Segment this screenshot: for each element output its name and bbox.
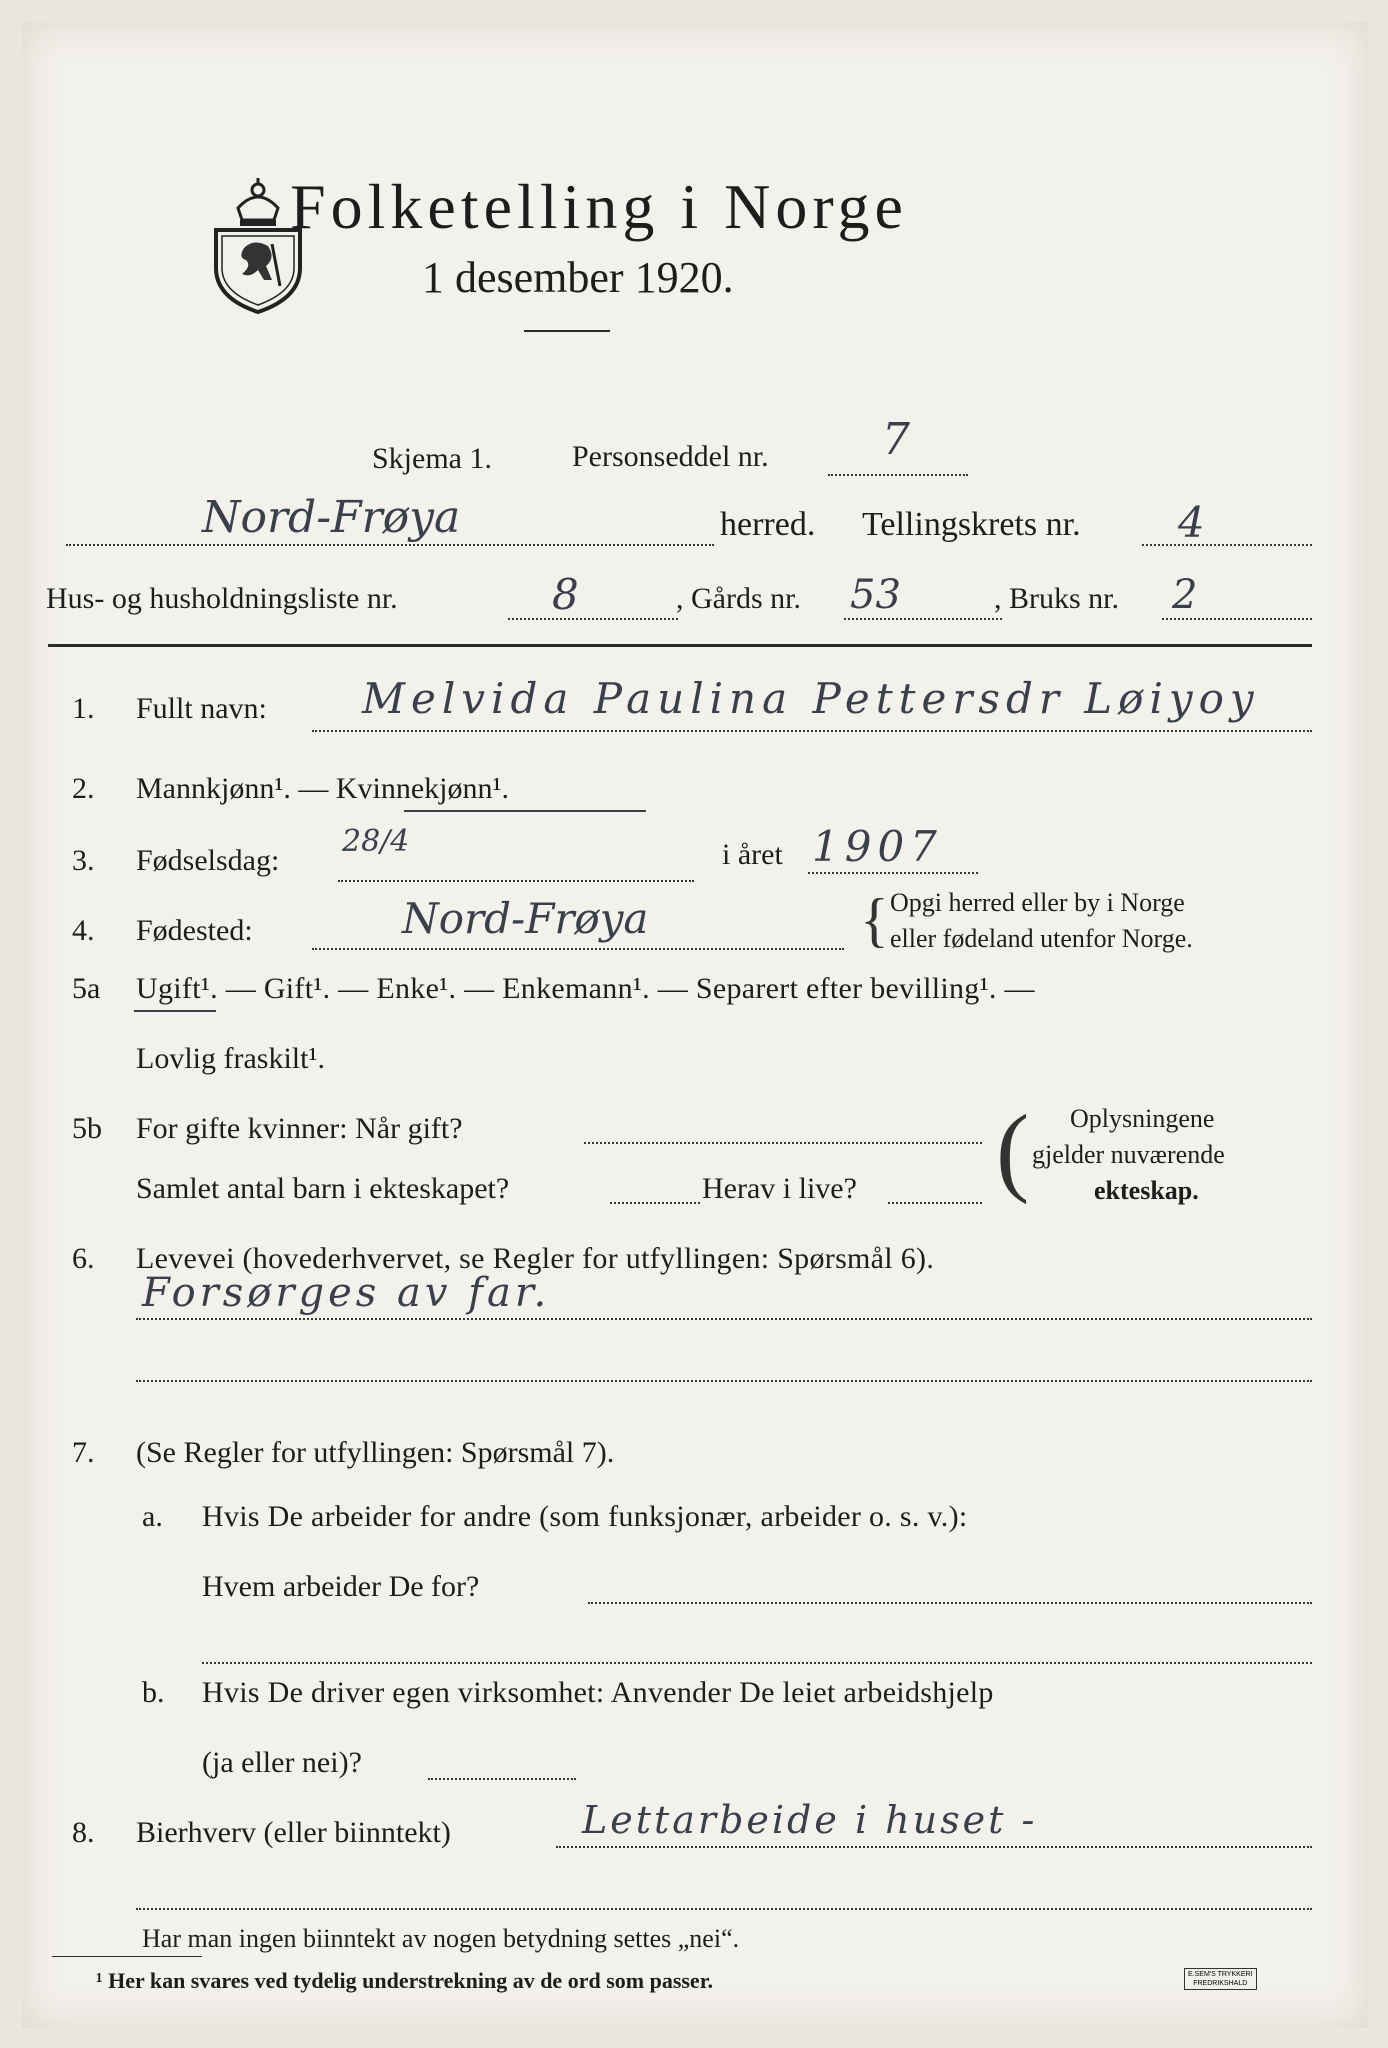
birthplace-value[interactable]: Nord-Frøya — [402, 894, 649, 943]
footer-note: Har man ingen biinntekt av nogen betydning settes „nei“. — [142, 1924, 740, 1953]
q5b-number: 5b — [72, 1112, 102, 1145]
schema-label: Skjema 1. — [372, 442, 492, 475]
q7b-line2: (ja eller nei)? — [202, 1746, 362, 1779]
personseddel-label: Personseddel nr. — [572, 440, 769, 473]
q8-line2 — [136, 1908, 1312, 1910]
gards-label: , Gårds nr. — [676, 582, 801, 615]
q3-year-line — [808, 872, 978, 874]
q4-note-line1: Opgi herred eller by i Norge — [890, 888, 1185, 917]
header-separator — [48, 644, 1312, 647]
q4-number: 4. — [72, 914, 95, 947]
q7a-line2: Hvem arbeider De for? — [202, 1570, 480, 1603]
q7b-letter: b. — [142, 1676, 165, 1709]
q5b-note-line3: ekteskap. — [1094, 1176, 1199, 1205]
q5b-children-line — [610, 1202, 700, 1204]
hus-value[interactable]: 8 — [552, 570, 579, 619]
q5b-note-line1: Oplysningene — [1070, 1104, 1215, 1133]
q1-label: Fullt navn: — [136, 692, 267, 725]
q4-label: Fødested: — [136, 914, 253, 947]
birth-year-value[interactable]: 1907 — [812, 822, 943, 871]
q7-number: 7. — [72, 1436, 95, 1469]
q5b-alive-label: Herav i live? — [702, 1172, 857, 1205]
form-title: Folketelling i Norge — [290, 171, 908, 242]
q7-label: (Se Regler for utfyllingen: Spørsmål 7). — [136, 1436, 615, 1469]
side-occupation-value[interactable]: Lettarbeide i huset - — [582, 1798, 1038, 1842]
q8-line1 — [556, 1846, 1312, 1848]
herred-value[interactable]: Nord-Frøya — [202, 492, 461, 543]
bruks-label: , Bruks nr. — [994, 582, 1120, 615]
census-date: 1 desember 1920. — [422, 253, 734, 302]
q1-line — [312, 730, 1312, 732]
q3-number: 3. — [72, 844, 95, 877]
gards-value[interactable]: 53 — [850, 572, 901, 618]
q2-number: 2. — [72, 772, 95, 805]
q7a-letter: a. — [142, 1500, 163, 1533]
q6-label: Levevei (hovederhvervet, se Regler for utfyllingen: Spørsmål 6). — [136, 1242, 935, 1275]
q5b-children-label: Samlet antal barn i ekteskapet? — [136, 1172, 510, 1205]
census-form — [22, 22, 1368, 2028]
ugift-underline — [134, 1010, 216, 1012]
gards-line — [844, 618, 1002, 620]
q5a-line2: Lovlig fraskilt¹. — [136, 1042, 325, 1075]
q7b-line-answer — [428, 1778, 576, 1780]
printer-stamp-line1: E.SEM'S TRYKKERI — [1188, 1971, 1253, 1978]
q5b-note-line2: gjelder nuværende — [1032, 1140, 1225, 1169]
kvinnekjonn-underline — [404, 810, 646, 812]
occupation-value[interactable]: Forsørges av far. — [142, 1270, 551, 1316]
tellingskrets-line — [1142, 544, 1312, 546]
q3-year-label: i året — [722, 838, 783, 871]
printer-stamp-line2: FREDRIKSHALD — [1193, 1980, 1248, 1987]
q5a-line1: Ugift¹. — Gift¹. — Enke¹. — Enkemann¹. — Separert efter bevilling¹. — — [136, 972, 1035, 1005]
hus-line — [508, 618, 678, 620]
footnote-text: ¹ Her kan svares ved tydelig understrekning av de ord som passer. — [96, 1968, 713, 1993]
bruks-value[interactable]: 2 — [1172, 572, 1198, 618]
tellingskrets-label: Tellingskrets nr. — [862, 506, 1081, 543]
q6-line2 — [136, 1380, 1312, 1382]
hus-label: Hus- og husholdningsliste nr. — [46, 582, 398, 615]
q1-number: 1. — [72, 692, 95, 725]
title-divider — [524, 330, 610, 332]
q5a-number: 5a — [72, 972, 101, 1005]
birthdate-value[interactable]: 28/4 — [342, 824, 410, 859]
herred-label: herred. — [720, 506, 816, 543]
q5b-married-line — [584, 1142, 982, 1144]
q3-date-line — [338, 880, 694, 882]
printer-stamp — [1184, 1968, 1257, 1990]
q2-label: Mannkjønn¹. — Kvinnekjønn¹. — [136, 772, 509, 805]
q7a-line-answer2 — [202, 1662, 1312, 1664]
q8-number: 8. — [72, 1816, 95, 1849]
q3-label: Fødselsdag: — [136, 844, 280, 877]
q8-label: Bierhverv (eller biinntekt) — [136, 1816, 451, 1849]
q7a-line1: Hvis De arbeider for andre (som funksjonær, arbeider o. s. v.): — [202, 1500, 968, 1533]
footnote-rule — [52, 1956, 202, 1957]
personseddel-value[interactable]: 7 — [882, 414, 910, 465]
q4-line — [312, 948, 844, 950]
full-name-value[interactable]: Melvida Paulina Pettersdr Løiyoy — [362, 674, 1260, 723]
personseddel-line — [828, 474, 968, 476]
tellingskrets-value[interactable]: 4 — [1178, 498, 1205, 547]
q6-line1 — [136, 1318, 1312, 1320]
q4-note-line2: eller fødeland utenfor Norge. — [890, 924, 1193, 953]
q5b-line1: For gifte kvinner: Når gift? — [136, 1112, 463, 1145]
q6-number: 6. — [72, 1242, 95, 1275]
q7b-line1: Hvis De driver egen virksomhet: Anvender De leiet arbeidshjelp — [202, 1676, 994, 1709]
q5b-alive-line — [888, 1202, 982, 1204]
bruks-line — [1162, 618, 1312, 620]
herred-line — [66, 544, 714, 546]
q5b-bracket: ( — [996, 1094, 1030, 1205]
q4-brace: { — [860, 887, 889, 953]
q7a-line-answer1 — [588, 1602, 1312, 1604]
